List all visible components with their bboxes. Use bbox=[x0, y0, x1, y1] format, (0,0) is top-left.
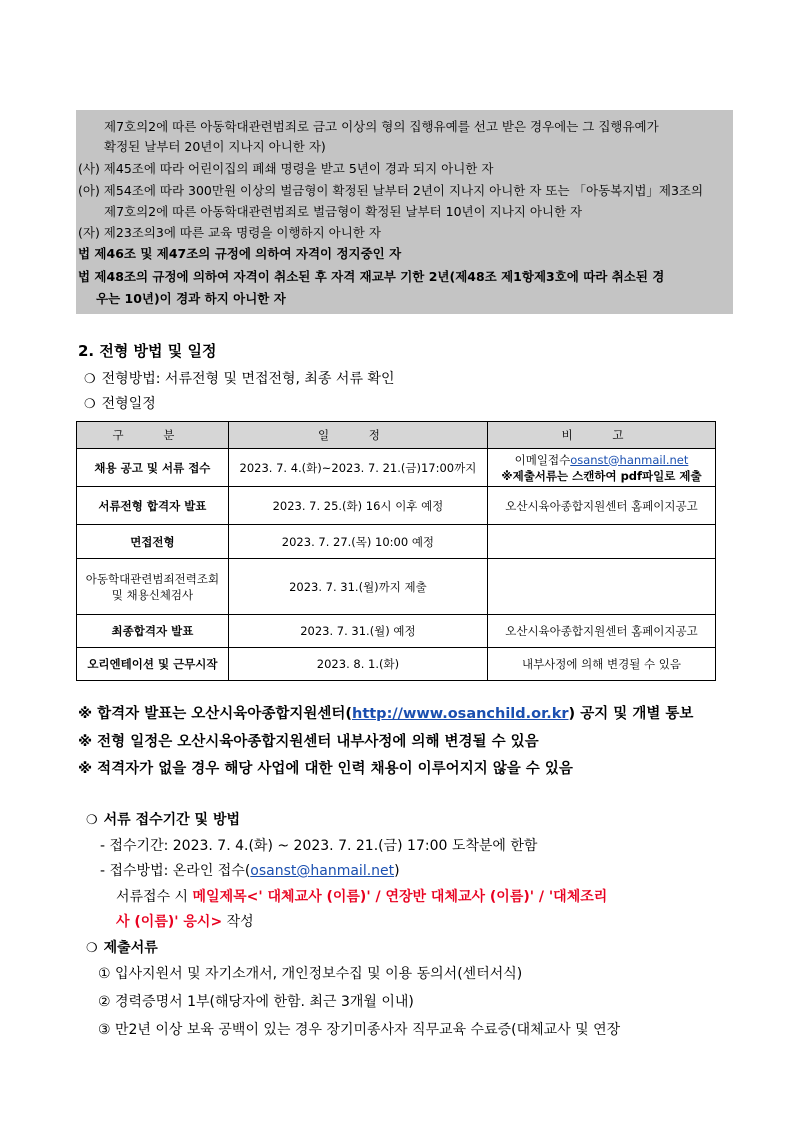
table-cell: 2023. 8. 1.(화) bbox=[228, 648, 487, 681]
table-cell: 최종합격자 발표 bbox=[77, 615, 229, 648]
mail-subject-line: 사 (이름)' 응시> 작성 bbox=[116, 914, 254, 930]
table-header-row bbox=[77, 422, 716, 449]
table-cell: 채용 공고 및 서류 접수 bbox=[77, 449, 229, 487]
criteria-line: (사) 제45조에 따라 어린이집의 폐쇄 명령을 받고 5년이 경과 되지 아니한 자 bbox=[78, 161, 494, 176]
note-schedule-change: ※ 전형 일정은 오산시육아종합지원센터 내부사정에 의해 변경될 수 있음 bbox=[78, 734, 539, 750]
table-cell: 2023. 7. 4.(화)~2023. 7. 21.(금)17:00까지 bbox=[228, 449, 487, 487]
table-row bbox=[77, 449, 716, 487]
schedule-table bbox=[76, 421, 716, 681]
schedule-label: ❍ 전형일정 bbox=[84, 396, 156, 412]
hollow-circle-bullet-icon: ❍ bbox=[86, 813, 98, 828]
table-header: 일 정 bbox=[228, 422, 487, 449]
table-row bbox=[77, 559, 716, 615]
center-website-link[interactable]: http://www.osanchild.or.kr bbox=[352, 706, 569, 722]
documents-title: ❍ 제출서류 bbox=[86, 940, 158, 956]
table-row bbox=[77, 615, 716, 648]
table-cell bbox=[488, 559, 716, 615]
email-link[interactable]: osanst@hanmail.net bbox=[570, 452, 689, 467]
table-cell: 2023. 7. 31.(월)까지 제출 bbox=[228, 559, 487, 615]
table-header: 비 고 bbox=[488, 422, 716, 449]
section-title: 2. 전형 방법 및 일정 bbox=[78, 342, 217, 360]
criteria-line: (자) 제23조의3에 따른 교육 명령을 이행하지 아니한 자 bbox=[78, 225, 381, 240]
table-cell: 2023. 7. 25.(화) 16시 이후 예정 bbox=[228, 487, 487, 525]
hollow-circle-bullet-icon: ❍ bbox=[84, 372, 96, 387]
mail-subject-line: 서류접수 시 메일제목<' 대체교사 (이름)' / 연장반 대체교사 (이름)' / '대체조리 bbox=[116, 889, 608, 905]
note-no-hire: ※ 적격자가 없을 경우 해당 사업에 대한 인력 채용이 이루어지지 않을 수 있음 bbox=[78, 761, 573, 777]
table-cell: 면접전형 bbox=[77, 525, 229, 559]
table-row bbox=[77, 487, 716, 525]
criteria-line: 제7호의2에 따른 아동학대관련범죄로 금고 이상의 형의 집행유예를 선고 받은 경우에는 그 집행유예가 bbox=[104, 119, 659, 134]
table-cell: 2023. 7. 27.(목) 10:00 예정 bbox=[228, 525, 487, 559]
table-cell: 오산시육아종합지원센터 홈페이지공고 bbox=[488, 615, 716, 648]
hollow-circle-bullet-icon: ❍ bbox=[84, 397, 96, 412]
document-item: ② 경력증명서 1부(해당자에 한함. 최근 3개월 이내) bbox=[98, 994, 414, 1010]
hollow-circle-bullet-icon: ❍ bbox=[86, 941, 98, 956]
table-cell: 이메일접수osanst@hanmail.net ※제출서류는 스캔하여 pdf파일로 제출 bbox=[488, 449, 716, 487]
receipt-title: ❍ 서류 접수기간 및 방법 bbox=[86, 812, 240, 828]
criteria-line: (아) 제54조에 따라 300만원 이상의 벌금형이 확정된 날부터 2년이 지나지 아니한 자 또는 「아동복지법」제3조의 bbox=[78, 183, 704, 198]
document-item: ③ 만2년 이상 보육 공백이 있는 경우 장기미종사자 직무교육 수료증(대체교사 및 연장 bbox=[98, 1022, 621, 1038]
table-row bbox=[77, 648, 716, 681]
table-cell: 오산시육아종합지원센터 홈페이지공고 bbox=[488, 487, 716, 525]
criteria-line: 법 제48조의 규정에 의하여 자격이 취소된 후 자격 재교부 기한 2년(제48조 제1항제3호에 따라 취소된 경 bbox=[78, 269, 665, 284]
table-row bbox=[77, 525, 716, 559]
email-link[interactable]: osanst@hanmail.net bbox=[250, 863, 395, 879]
receipt-period: - 접수기간: 2023. 7. 4.(화) ~ 2023. 7. 21.(금) 17:00 도착분에 한함 bbox=[100, 838, 538, 854]
table-cell: 서류전형 합격자 발표 bbox=[77, 487, 229, 525]
document-item: ① 입사지원서 및 자기소개서, 개인정보수집 및 이용 동의서(센터서식) bbox=[98, 966, 523, 982]
criteria-line: 제7호의2에 따른 아동학대관련범죄로 벌금형이 확정된 날부터 10년이 지나지 아니한 자 bbox=[104, 204, 583, 219]
receipt-method: - 접수방법: 온라인 접수(osanst@hanmail.net) bbox=[100, 863, 400, 879]
table-cell: 내부사정에 의해 변경될 수 있음 bbox=[488, 648, 716, 681]
table-cell: 2023. 7. 31.(월) 예정 bbox=[228, 615, 487, 648]
table-cell: 아동학대관련범죄전력조회 및 채용신체검사 bbox=[77, 559, 229, 615]
table-cell: 오리엔테이션 및 근무시작 bbox=[77, 648, 229, 681]
note-announcement: ※ 합격자 발표는 오산시육아종합지원센터(http://www.osanchild.or.kr) 공지 및 개별 통보 bbox=[78, 706, 694, 722]
criteria-line: 법 제46조 및 제47조의 규정에 의하여 자격이 정지중인 자 bbox=[78, 246, 402, 261]
criteria-line: 우는 10년)이 경과 하지 아니한 자 bbox=[96, 291, 286, 306]
table-cell bbox=[488, 525, 716, 559]
criteria-line: 확정된 날부터 20년이 지나지 아니한 자) bbox=[104, 139, 326, 154]
table-header: 구 분 bbox=[77, 422, 229, 449]
method-line: ❍ 전형방법: 서류전형 및 면접전형, 최종 서류 확인 bbox=[84, 371, 395, 387]
